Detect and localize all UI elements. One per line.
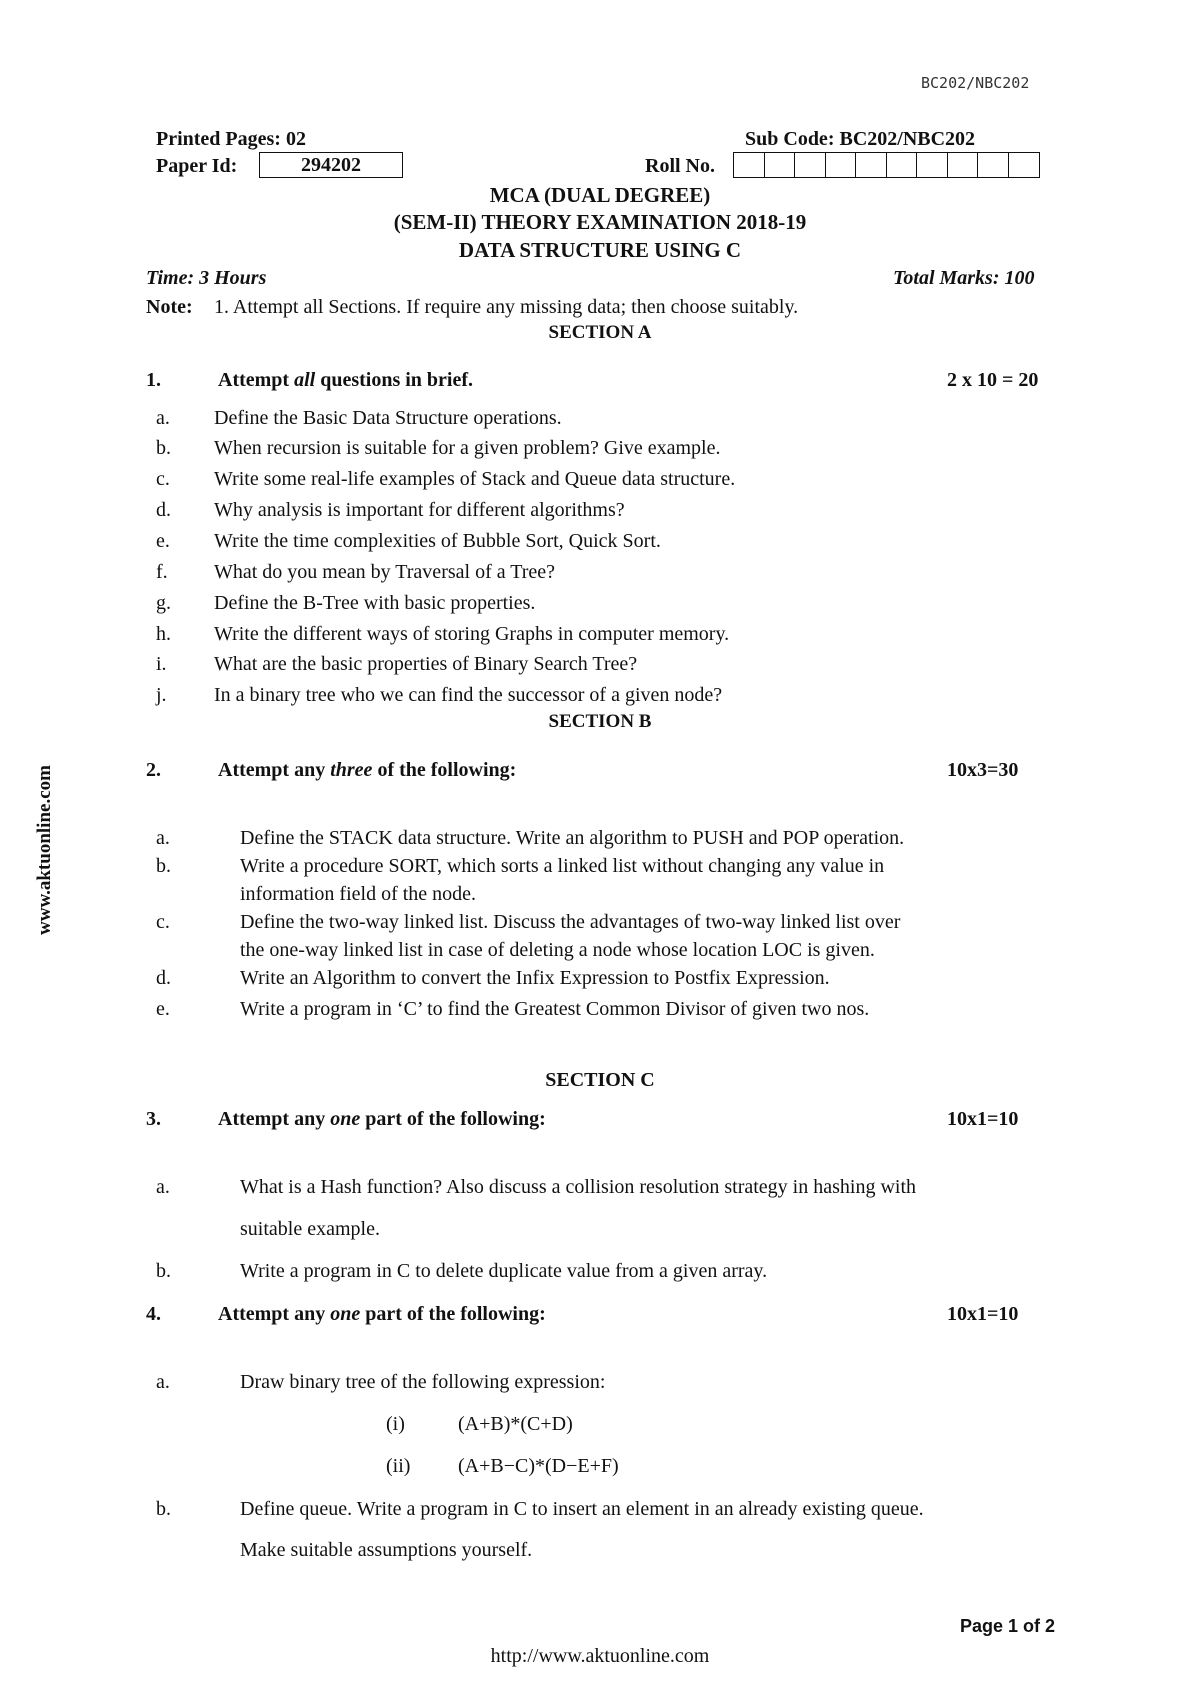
list-item-label: b. bbox=[156, 437, 171, 459]
sub-item: (A+B−C)*(D−E+F) bbox=[458, 1455, 619, 1477]
printed-pages: Printed Pages: 02 bbox=[156, 128, 306, 150]
sidebar-url-watermark: www.aktuonline.com bbox=[34, 765, 55, 935]
list-item-label: i. bbox=[156, 653, 167, 675]
sub-item: (A+B)*(C+D) bbox=[458, 1413, 573, 1435]
list-item: Define the STACK data structure. Write an algorithm to PUSH and POP operation. bbox=[240, 827, 905, 849]
list-item-label: a. bbox=[156, 827, 170, 849]
list-item: Write the time complexities of Bubble Sort, Quick Sort. bbox=[214, 530, 661, 552]
paper-id-box: 294202 bbox=[259, 152, 403, 178]
section-a-heading: SECTION A bbox=[548, 322, 652, 343]
q2-instruction: Attempt any three of the following: bbox=[218, 759, 517, 781]
list-item: Draw binary tree of the following expression: bbox=[240, 1371, 606, 1393]
q3-instruction: Attempt any one part of the following: bbox=[218, 1108, 546, 1130]
sub-code: Sub Code: BC202/NBC202 bbox=[745, 128, 976, 150]
list-item-continued: suitable example. bbox=[240, 1218, 380, 1240]
exam-title-line2: (SEM-II) THEORY EXAMINATION 2018-19 bbox=[393, 210, 807, 234]
list-item-label: b. bbox=[156, 1260, 171, 1282]
list-item-label: d. bbox=[156, 967, 171, 989]
list-item-label: c. bbox=[156, 911, 170, 933]
section-b-heading: SECTION B bbox=[548, 711, 652, 732]
sub-item-label: (i) bbox=[386, 1413, 405, 1435]
list-item: Write an Algorithm to convert the Infix Expression to Postfix Expression. bbox=[240, 967, 830, 989]
list-item-continued: Make suitable assumptions yourself. bbox=[240, 1539, 533, 1561]
q4-number: 4. bbox=[146, 1303, 161, 1325]
q2-marks: 10x3=30 bbox=[947, 759, 1019, 781]
list-item: Write a program in C to delete duplicate value from a given array. bbox=[240, 1260, 768, 1282]
list-item-label: b. bbox=[156, 855, 171, 877]
paper-id-label: Paper Id: bbox=[156, 155, 238, 177]
q3-number: 3. bbox=[146, 1108, 161, 1130]
sub-item-label: (ii) bbox=[386, 1455, 411, 1477]
q1-number: 1. bbox=[146, 369, 161, 391]
list-item-label: a. bbox=[156, 1371, 170, 1393]
list-item-label: a. bbox=[156, 407, 170, 429]
list-item: Write some real-life examples of Stack and Queue data structure. bbox=[214, 468, 736, 490]
q1-marks: 2 x 10 = 20 bbox=[947, 369, 1039, 391]
list-item: Why analysis is important for different algorithms? bbox=[214, 499, 625, 521]
exam-title-line3: DATA STRUCTURE USING C bbox=[458, 238, 742, 262]
q4-marks: 10x1=10 bbox=[947, 1303, 1019, 1325]
list-item: Write a program in ‘C’ to find the Greatest Common Divisor of given two nos. bbox=[240, 998, 870, 1020]
exam-title-line1: MCA (DUAL DEGREE) bbox=[489, 183, 711, 207]
list-item-label: a. bbox=[156, 1176, 170, 1198]
list-item: What are the basic properties of Binary Search Tree? bbox=[214, 653, 638, 675]
list-item: Define queue. Write a program in C to insert an element in an already existing queue. bbox=[240, 1498, 924, 1520]
list-item: Define the Basic Data Structure operations. bbox=[214, 407, 562, 429]
list-item: What do you mean by Traversal of a Tree? bbox=[214, 561, 556, 583]
list-item-label: j. bbox=[156, 684, 167, 706]
q1-instruction: Attempt all questions in brief. bbox=[218, 369, 474, 391]
roll-no-boxes bbox=[733, 152, 1040, 178]
list-item: What is a Hash function? Also discuss a collision resolution strategy in hashing with bbox=[240, 1176, 917, 1198]
list-item-continued: information field of the node. bbox=[240, 883, 477, 905]
list-item: In a binary tree who we can find the successor of a given node? bbox=[214, 684, 723, 706]
q2-number: 2. bbox=[146, 759, 161, 781]
note-text: 1. Attempt all Sections. If require any missing data; then choose suitably. bbox=[214, 296, 799, 318]
list-item-continued: the one-way linked list in case of deleting a node whose location LOC is given. bbox=[240, 939, 875, 961]
list-item: Define the B-Tree with basic properties. bbox=[214, 592, 536, 614]
section-c-heading: SECTION C bbox=[545, 1069, 655, 1091]
q3-marks: 10x1=10 bbox=[947, 1108, 1019, 1130]
list-item-label: c. bbox=[156, 468, 170, 490]
list-item: When recursion is suitable for a given problem? Give example. bbox=[214, 437, 721, 459]
total-marks: Total Marks: 100 bbox=[893, 267, 1035, 289]
list-item: Write a procedure SORT, which sorts a linked list without changing any value in bbox=[240, 855, 885, 877]
list-item-label: b. bbox=[156, 1498, 171, 1520]
list-item-label: g. bbox=[156, 592, 171, 614]
page-number: Page 1 of 2 bbox=[960, 1616, 1056, 1636]
corner-paper-code: BC202/NBC202 bbox=[921, 74, 1030, 92]
footer-url: http://www.aktuonline.com bbox=[490, 1645, 710, 1667]
list-item-label: e. bbox=[156, 530, 170, 552]
exam-time: Time: 3 Hours bbox=[146, 267, 267, 289]
list-item-label: e. bbox=[156, 998, 170, 1020]
list-item: Write the different ways of storing Graphs in computer memory. bbox=[214, 623, 730, 645]
list-item-label: d. bbox=[156, 499, 171, 521]
note-label: Note: bbox=[146, 296, 193, 318]
q4-instruction: Attempt any one part of the following: bbox=[218, 1303, 546, 1325]
list-item-label: h. bbox=[156, 623, 171, 645]
list-item: Define the two-way linked list. Discuss the advantages of two-way linked list over bbox=[240, 911, 901, 933]
list-item-label: f. bbox=[156, 561, 168, 583]
roll-no-label: Roll No. bbox=[645, 155, 715, 177]
